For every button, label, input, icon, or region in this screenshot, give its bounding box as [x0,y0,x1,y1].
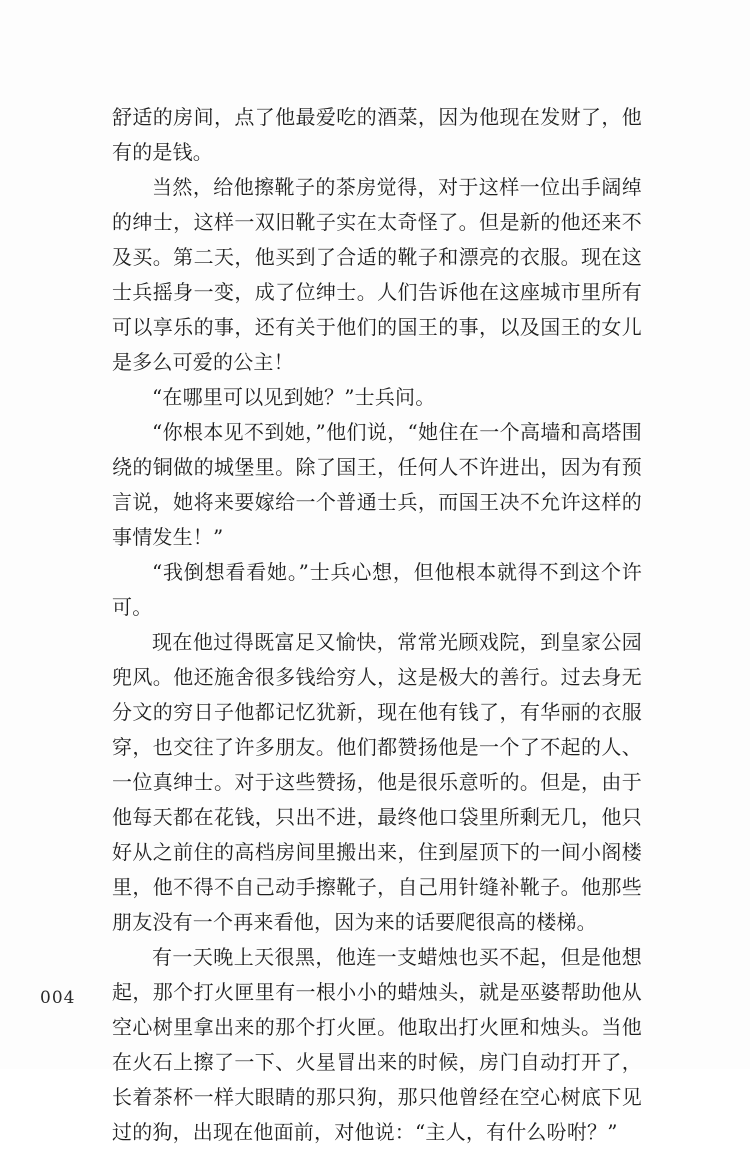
paragraph-2: 当然，给他擦靴子的茶房觉得，对于这样一位出手阔绰的绅士，这样一双旧靴子实在太奇怪了。但是新的他还来不及买。第二天，他买到了合适的靴子和漂亮的衣服。现在这士兵摇身一变，成了位绅士。人们告诉他在这座城市里所有可以享乐的事，还有关于他们的国王的事，以及国王的女儿是多么可爱的公主！ [112,175,642,374]
paragraph-3: “在哪里可以见到她？”士兵问。 [152,385,436,409]
page-number: 004 [40,988,76,1008]
paragraph-4: “你根本见不到她，”他们说，“她住在一个高墙和高塔围绕的铜做的城堡里。除了国王，任何人不许进出，因为有预言说，她将来要嫁给一个普通士兵，而国王决不允许这样的事情发生！” [112,420,642,549]
body-text [112,100,642,1150]
paragraph-6: 现在他过得既富足又愉快，常常光顾戏院，到皇家公园兜风。他还施舍很多钱给穷人，这是极大的善行。过去身无分文的穷日子他都记忆犹新，现在他有钱了，有华丽的衣服穿，也交往了许多朋友。他们都赞扬他是一个了不起的人、一位真绅士。对于这些赞扬，他是很乐意听的。但是，由于他每天都在花钱，只出不进，最终他口袋里所剩无几，他只好从之前住的高档房间里搬出来，住到屋顶下的一间小阁楼里，他不得不自己动手擦靴子，自己用针缝补靴子。他那些朋友没有一个再来看他，因为来的话要爬很高的楼梯。 [112,630,642,934]
paragraph-1: 舒适的房间，点了他最爱吃的酒菜，因为他现在发财了，他有的是钱。 [112,105,642,164]
paragraph-5: “我倒想看看她。”士兵心想，但他根本就得不到这个许可。 [112,560,642,619]
paragraph-7: 有一天晚上天很黑，他连一支蜡烛也买不起，但是他想起，那个打火匣里有一根小小的蜡烛头，就是巫婆帮助他从空心树里拿出来的那个打火匣。他取出打火匣和烛头。当他在火石上擦了一下、火星冒出来的时候，房门自动打开了，长着茶杯一样大眼睛的那只狗，那只他曾经在空心树底下见过的狗，出现在他面前，对他说：“主人，有什么吩咐？” [112,945,642,1144]
